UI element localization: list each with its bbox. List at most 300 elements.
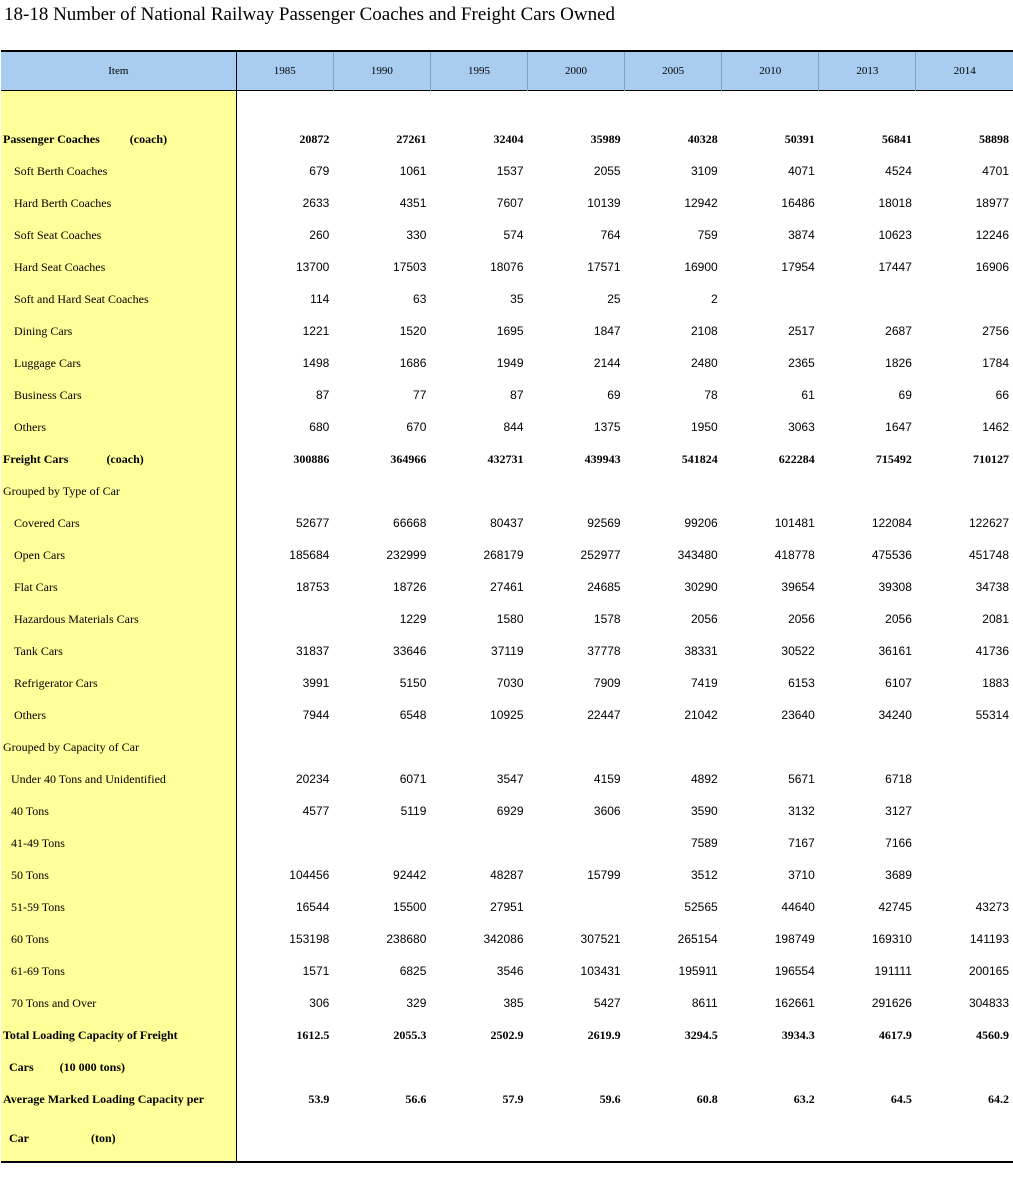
value-cell: 40328 <box>687 131 718 146</box>
table-row <box>1 827 1013 859</box>
table-row <box>1 123 1013 155</box>
value-cell: 3606 <box>593 804 621 818</box>
value-cell: 5119 <box>400 804 427 818</box>
value-cell: 679 <box>309 164 330 178</box>
value-cell: 8611 <box>691 996 718 1010</box>
value-cell: 17954 <box>781 260 815 274</box>
row-label-cell <box>1 187 236 219</box>
row-label: 50 Tons <box>11 867 49 882</box>
value-cell: 87 <box>315 388 330 402</box>
column-header-year: 1995 <box>430 51 527 91</box>
row-label: Hazardous Materials Cars <box>14 611 139 626</box>
value-cell: 16900 <box>684 260 718 274</box>
table-row <box>1 443 1013 475</box>
value-cell: 153198 <box>289 932 330 946</box>
value-cell: 1826 <box>885 356 912 370</box>
row-label: Hard Seat Coaches <box>14 259 106 274</box>
value-cell <box>819 1115 916 1162</box>
value-cell: 622284 <box>778 451 815 466</box>
value-cell: 13700 <box>295 260 330 274</box>
row-label: Flat Cars <box>14 579 58 594</box>
value-cell: 1578 <box>593 612 621 626</box>
row-label-cell <box>1 827 236 859</box>
value-cell: 3127 <box>885 804 912 818</box>
value-cell: 4524 <box>885 164 912 178</box>
value-cell: 2055 <box>593 164 621 178</box>
value-cell: 34738 <box>975 580 1009 594</box>
value-cell <box>333 731 430 763</box>
value-cell: 80437 <box>490 516 524 530</box>
row-label-cell <box>1 347 236 379</box>
value-cell: 17503 <box>393 260 427 274</box>
row-label: Soft and Hard Seat Coaches <box>14 291 149 306</box>
value-cell: 1883 <box>982 676 1009 690</box>
value-cell <box>916 859 1013 891</box>
value-cell: 3546 <box>496 964 524 978</box>
value-cell: 10623 <box>878 228 912 242</box>
value-cell: 4617.9 <box>878 1027 912 1042</box>
value-cell: 24685 <box>587 580 621 594</box>
value-cell: 1462 <box>982 420 1009 434</box>
value-cell: 1580 <box>496 612 524 626</box>
value-cell: 37119 <box>491 644 524 658</box>
value-cell: 2056 <box>690 612 718 626</box>
value-cell: 196554 <box>774 964 815 978</box>
value-cell <box>333 1051 430 1083</box>
value-cell: 364966 <box>390 451 427 466</box>
value-cell: 16486 <box>781 196 815 210</box>
row-label: Soft Seat Coaches <box>14 227 102 242</box>
value-cell: 2687 <box>885 324 912 338</box>
value-cell: 232999 <box>386 548 427 562</box>
value-cell <box>819 475 916 507</box>
value-cell <box>528 1051 625 1083</box>
value-cell: 265154 <box>677 932 718 946</box>
value-cell: 7589 <box>690 836 718 850</box>
row-label-cell <box>1 539 236 571</box>
value-cell: 69 <box>607 388 621 402</box>
value-cell: 92569 <box>587 516 621 530</box>
value-cell: 3874 <box>788 228 815 242</box>
value-cell: 1498 <box>302 356 330 370</box>
value-cell: 3547 <box>496 772 524 786</box>
value-cell <box>916 731 1013 763</box>
row-label-cell <box>1 1051 236 1083</box>
value-cell: 12246 <box>975 228 1009 242</box>
value-cell: 20872 <box>299 131 330 146</box>
table-row <box>1 859 1013 891</box>
value-cell: 1784 <box>982 356 1009 370</box>
spacer-row <box>1 91 1013 124</box>
value-cell: 574 <box>503 228 524 242</box>
value-cell: 59.6 <box>599 1091 621 1106</box>
value-cell: 1612.5 <box>296 1027 330 1042</box>
value-cell: 41736 <box>975 644 1009 658</box>
value-cell: 10139 <box>587 196 621 210</box>
value-cell <box>722 1051 819 1083</box>
value-cell: 64.2 <box>988 1091 1009 1106</box>
value-cell: 27951 <box>490 900 524 914</box>
row-label-cell <box>1 923 236 955</box>
value-cell: 307521 <box>580 932 621 946</box>
value-cell: 5150 <box>399 676 427 690</box>
row-label-cell <box>1 1115 236 1162</box>
table-row <box>1 603 1013 635</box>
value-cell: 7166 <box>885 836 912 850</box>
value-cell: 103431 <box>580 964 621 978</box>
value-cell: 5427 <box>593 996 621 1010</box>
value-cell <box>722 1115 819 1162</box>
value-cell: 42745 <box>878 900 912 914</box>
value-cell: 385 <box>503 996 524 1010</box>
value-cell: 2480 <box>690 356 718 370</box>
table-row <box>1 251 1013 283</box>
value-cell: 63.2 <box>793 1091 815 1106</box>
value-cell: 27261 <box>396 131 427 146</box>
row-label: Grouped by Type of Car <box>3 483 120 498</box>
value-cell: 78 <box>704 388 718 402</box>
value-cell: 44640 <box>781 900 815 914</box>
value-cell: 101481 <box>774 516 815 530</box>
value-cell <box>528 1115 625 1162</box>
value-cell <box>916 1115 1013 1162</box>
column-header-item: Item <box>1 51 236 91</box>
table-row <box>1 475 1013 507</box>
value-cell: 6825 <box>399 964 427 978</box>
value-cell: 7419 <box>690 676 718 690</box>
value-cell: 60.8 <box>696 1091 718 1106</box>
row-label-cell <box>1 123 236 155</box>
value-cell: 35989 <box>590 131 621 146</box>
value-cell: 306 <box>309 996 330 1010</box>
value-cell <box>819 731 916 763</box>
row-unit: (10 000 tons) <box>59 1059 126 1074</box>
value-cell: 7030 <box>496 676 524 690</box>
value-cell <box>528 475 625 507</box>
value-cell: 6929 <box>496 804 524 818</box>
table-row <box>1 1115 1013 1162</box>
value-cell: 418778 <box>774 548 815 562</box>
value-cell: 30522 <box>781 644 815 658</box>
value-cell: 2 <box>711 292 718 306</box>
row-label-cell <box>1 731 236 763</box>
value-cell: 52565 <box>684 900 718 914</box>
value-cell: 18977 <box>975 196 1009 210</box>
value-cell: 36161 <box>878 644 912 658</box>
value-cell: 3132 <box>788 804 815 818</box>
row-label-cell <box>1 315 236 347</box>
table-row <box>1 891 1013 923</box>
value-cell: 48287 <box>490 868 524 882</box>
row-label-cell <box>1 507 236 539</box>
table-row <box>1 155 1013 187</box>
value-cell: 20234 <box>295 772 330 786</box>
value-cell: 141193 <box>969 932 1009 946</box>
value-cell: 2108 <box>690 324 718 338</box>
value-cell <box>528 827 625 859</box>
value-cell <box>916 763 1013 795</box>
value-cell: 844 <box>503 420 524 434</box>
value-cell: 2756 <box>982 324 1009 338</box>
value-cell: 260 <box>309 228 330 242</box>
value-cell: 304833 <box>968 996 1009 1010</box>
value-cell: 4560.9 <box>976 1027 1009 1042</box>
row-label: Others <box>14 707 46 722</box>
value-cell <box>528 731 625 763</box>
value-cell: 343480 <box>677 548 718 562</box>
value-cell: 1949 <box>496 356 524 370</box>
table-row <box>1 539 1013 571</box>
table-body <box>1 91 1013 1163</box>
value-cell: 87 <box>510 388 524 402</box>
value-cell: 191111 <box>874 964 912 978</box>
value-cell <box>916 827 1013 859</box>
column-header-year: 1990 <box>333 51 430 91</box>
value-cell: 15500 <box>393 900 427 914</box>
value-cell: 63 <box>413 292 427 306</box>
value-cell: 58898 <box>979 131 1009 146</box>
row-label-cell <box>1 475 236 507</box>
row-label-cell <box>1 667 236 699</box>
value-cell: 3590 <box>690 804 718 818</box>
row-label: 51-59 Tons <box>11 899 65 914</box>
row-unit: (ton) <box>91 1130 116 1145</box>
table-row <box>1 635 1013 667</box>
value-cell: 1520 <box>399 324 427 338</box>
value-cell: 66668 <box>393 516 427 530</box>
value-cell: 43273 <box>975 900 1009 914</box>
value-cell: 18076 <box>490 260 524 274</box>
value-cell: 17571 <box>587 260 621 274</box>
value-cell: 3109 <box>690 164 718 178</box>
value-cell: 169310 <box>871 932 912 946</box>
value-cell: 4892 <box>690 772 718 786</box>
value-cell: 34240 <box>878 708 912 722</box>
value-cell: 56841 <box>881 131 912 146</box>
row-unit: (coach) <box>106 451 144 466</box>
table-row <box>1 763 1013 795</box>
value-cell: 4159 <box>593 772 621 786</box>
value-cell: 3063 <box>788 420 815 434</box>
row-label: Refrigerator Cars <box>14 675 98 690</box>
value-cell <box>333 1115 430 1162</box>
table-row <box>1 1019 1013 1051</box>
column-header-year: 2000 <box>528 51 625 91</box>
value-cell <box>916 795 1013 827</box>
value-cell: 4351 <box>399 196 427 210</box>
value-cell: 195911 <box>678 964 718 978</box>
row-label-cell <box>1 859 236 891</box>
table-row <box>1 731 1013 763</box>
value-cell: 2633 <box>302 196 330 210</box>
value-cell <box>430 827 527 859</box>
table-row <box>1 507 1013 539</box>
value-cell: 55314 <box>975 708 1009 722</box>
value-cell: 3934.3 <box>781 1027 815 1042</box>
value-cell: 2619.9 <box>587 1027 621 1042</box>
value-cell: 3689 <box>885 868 912 882</box>
value-cell: 99206 <box>684 516 718 530</box>
row-label-cell <box>1 571 236 603</box>
value-cell: 122084 <box>871 516 912 530</box>
column-header-year: 2013 <box>819 51 916 91</box>
value-cell: 10925 <box>490 708 524 722</box>
value-cell: 6153 <box>788 676 815 690</box>
value-cell: 69 <box>898 388 912 402</box>
value-cell <box>236 827 333 859</box>
value-cell <box>625 1051 722 1083</box>
table-row <box>1 699 1013 731</box>
value-cell: 198749 <box>774 932 815 946</box>
value-cell: 25 <box>607 292 621 306</box>
value-cell: 18726 <box>393 580 427 594</box>
value-cell: 439943 <box>584 451 621 466</box>
value-cell: 56.6 <box>405 1091 427 1106</box>
row-label: Dining Cars <box>14 323 73 338</box>
row-label: Freight Cars <box>3 451 69 466</box>
value-cell: 330 <box>406 228 427 242</box>
value-cell: 1571 <box>302 964 330 978</box>
value-cell: 31837 <box>295 644 330 658</box>
value-cell: 670 <box>406 420 427 434</box>
row-label: 70 Tons and Over <box>11 995 97 1010</box>
value-cell: 7944 <box>302 708 330 722</box>
page-title: 18-18 Number of National Railway Passenger Coaches and Freight Cars Owned <box>4 4 616 25</box>
value-cell: 4701 <box>982 164 1009 178</box>
table-row <box>1 379 1013 411</box>
value-cell: 38331 <box>684 644 718 658</box>
value-cell <box>916 283 1013 315</box>
value-cell: 21042 <box>684 708 718 722</box>
row-label-cell <box>1 379 236 411</box>
value-cell: 162661 <box>774 996 815 1010</box>
value-cell: 64.5 <box>890 1091 912 1106</box>
value-cell: 710127 <box>973 451 1009 466</box>
value-cell: 2056 <box>788 612 815 626</box>
row-label-cell <box>1 603 236 635</box>
value-cell: 1695 <box>496 324 524 338</box>
header-row <box>1 51 1013 91</box>
value-cell <box>236 731 333 763</box>
value-cell <box>236 1051 333 1083</box>
value-cell: 39308 <box>878 580 912 594</box>
table-row <box>1 283 1013 315</box>
value-cell: 475536 <box>871 548 912 562</box>
row-label-cell <box>1 283 236 315</box>
value-cell: 432731 <box>487 451 524 466</box>
value-cell: 764 <box>600 228 621 242</box>
table-row <box>1 1083 1013 1115</box>
row-label: 60 Tons <box>11 931 49 946</box>
value-cell: 6718 <box>885 772 912 786</box>
value-cell <box>430 475 527 507</box>
column-header-year: 2005 <box>625 51 722 91</box>
value-cell <box>430 1115 527 1162</box>
value-cell: 7607 <box>496 196 524 210</box>
value-cell <box>430 1051 527 1083</box>
table-row <box>1 955 1013 987</box>
value-cell: 238680 <box>386 932 427 946</box>
value-cell: 50391 <box>784 131 815 146</box>
table-row <box>1 187 1013 219</box>
row-label-cell <box>1 955 236 987</box>
value-cell <box>625 1115 722 1162</box>
row-label-cell <box>1 411 236 443</box>
value-cell: 1950 <box>690 420 718 434</box>
value-cell: 680 <box>309 420 330 434</box>
value-cell: 3512 <box>690 868 718 882</box>
value-cell: 6548 <box>399 708 427 722</box>
value-cell: 32404 <box>493 131 524 146</box>
value-cell <box>430 731 527 763</box>
table-row <box>1 411 1013 443</box>
value-cell: 104456 <box>289 868 330 882</box>
value-cell: 23640 <box>781 708 815 722</box>
row-label: Car <box>9 1130 29 1145</box>
value-cell <box>916 1051 1013 1083</box>
value-cell: 1375 <box>593 420 621 434</box>
value-cell: 114 <box>310 292 330 306</box>
table-row <box>1 219 1013 251</box>
value-cell: 1686 <box>399 356 427 370</box>
value-cell <box>333 475 430 507</box>
value-cell: 77 <box>413 388 427 402</box>
row-label: Under 40 Tons and Unidentified <box>11 771 166 786</box>
value-cell: 2502.9 <box>490 1027 524 1042</box>
value-cell: 3991 <box>302 676 330 690</box>
row-label-cell <box>1 635 236 667</box>
row-label: Open Cars <box>14 547 65 562</box>
value-cell: 7167 <box>788 836 815 850</box>
value-cell: 2365 <box>788 356 815 370</box>
row-label: Others <box>14 419 46 434</box>
value-cell: 185684 <box>289 548 330 562</box>
value-cell: 1229 <box>399 612 427 626</box>
value-cell: 5671 <box>788 772 815 786</box>
value-cell: 541824 <box>681 451 718 466</box>
column-header-year: 2014 <box>916 51 1013 91</box>
value-cell <box>528 891 625 923</box>
data-table <box>1 50 1013 1163</box>
value-cell: 61 <box>801 388 815 402</box>
value-cell: 18753 <box>295 580 330 594</box>
table-row <box>1 987 1013 1019</box>
column-header-year: 1985 <box>236 51 333 91</box>
value-cell <box>236 603 333 635</box>
value-cell: 2056 <box>885 612 912 626</box>
value-cell: 37778 <box>587 644 621 658</box>
row-label-cell <box>1 443 236 475</box>
value-cell <box>625 475 722 507</box>
value-cell: 53.9 <box>308 1091 330 1106</box>
value-cell <box>819 283 916 315</box>
row-label: Luggage Cars <box>14 355 81 370</box>
value-cell <box>722 283 819 315</box>
value-cell <box>236 1115 333 1162</box>
row-label-cell <box>1 795 236 827</box>
value-cell: 2055.3 <box>393 1027 427 1042</box>
value-cell: 2517 <box>788 324 815 338</box>
value-cell <box>722 475 819 507</box>
row-label: Covered Cars <box>14 515 80 530</box>
value-cell: 329 <box>406 996 427 1010</box>
value-cell: 122627 <box>968 516 1009 530</box>
row-label-cell <box>1 987 236 1019</box>
value-cell: 300886 <box>293 451 330 466</box>
row-label-cell <box>1 763 236 795</box>
value-cell: 200165 <box>968 964 1009 978</box>
row-label: Soft Berth Coaches <box>14 163 108 178</box>
